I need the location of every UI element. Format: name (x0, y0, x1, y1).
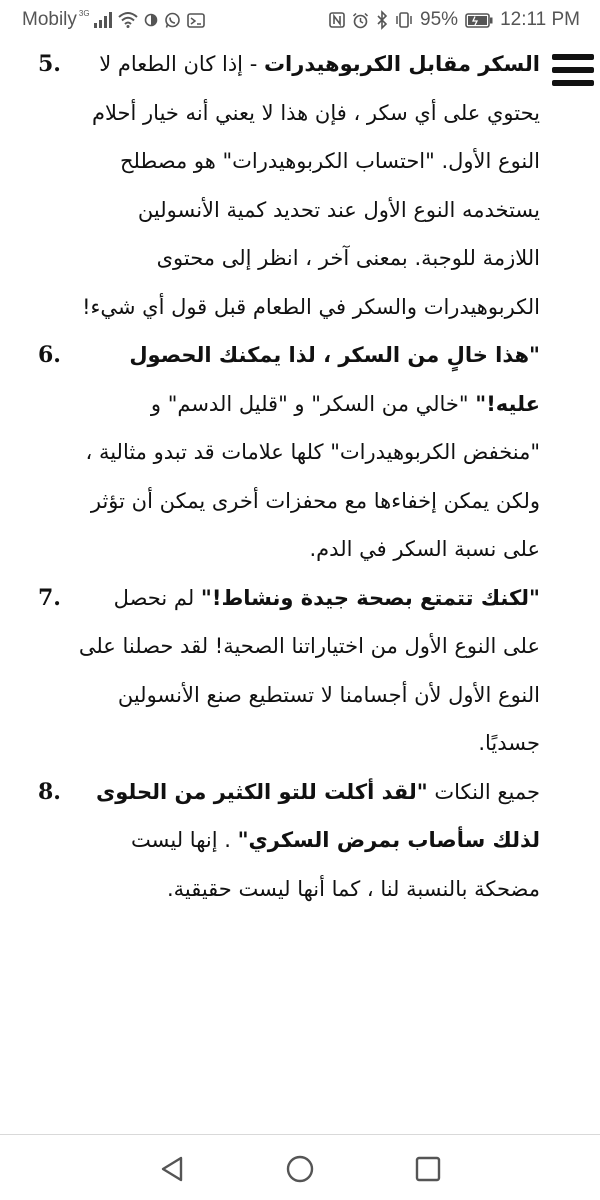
bluetooth-icon (376, 11, 388, 29)
item-number: 5. (38, 51, 61, 77)
nfc-icon (329, 12, 345, 28)
navigation-bar (0, 1134, 600, 1200)
recents-square-icon[interactable] (412, 1153, 444, 1185)
list-item (38, 768, 540, 914)
hamburger-menu-icon[interactable] (548, 46, 596, 94)
home-circle-icon[interactable] (284, 1153, 316, 1185)
whatsapp-icon (164, 12, 181, 29)
battery-icon (465, 13, 493, 28)
back-triangle-icon[interactable] (156, 1153, 188, 1185)
item-body: "خالي من السكر" و "قليل الدسم" و "منخفض الكربوهيدرات" كلها علامات قد تبدو مثالية ، ولكن يمكن إخفاءها مع محفزات أخرى يمكن أن تؤثر على نسبة السكر في الدم. (85, 391, 540, 561)
item-lead: جميع النكات (427, 779, 540, 804)
battery-percent: 95% (420, 9, 459, 30)
status-time: 12:11 PM (500, 9, 580, 30)
vibrate-icon (395, 12, 413, 28)
list-item (38, 574, 540, 768)
notification-icon (187, 13, 205, 28)
status-left (22, 9, 205, 31)
article-content (38, 40, 540, 1132)
alarm-icon (352, 12, 369, 29)
wifi-icon (118, 12, 138, 28)
item-body: لم نحصل على النوع الأول من اختياراتنا الصحية! لقد حصلنا على النوع الأول لأن أجسامنا لا تستطيع صنع الأنسولين جسديًا. (78, 585, 540, 755)
item-body: . إنها ليست مضحكة بالنسبة لنا ، كما أنها ليست حقيقية. (131, 828, 540, 901)
menu-bar-top (552, 54, 594, 60)
list-item (38, 40, 540, 331)
carrier-name: Mobily (22, 9, 77, 30)
item-paragraph (78, 331, 540, 574)
item-heading: "لقد أكلت للتو الكثير من الحلوى لذلك سأصاب بمرض السكري" (96, 779, 540, 852)
item-heading: السكر مقابل الكربوهيدرات (263, 52, 540, 76)
item-paragraph (78, 768, 540, 914)
item-paragraph (78, 574, 540, 768)
item-heading: "هذا خالٍ من السكر ، لذا يمكنك الحصول عليه!" (129, 343, 540, 416)
item-number: 7. (38, 584, 61, 611)
menu-bar-bottom (552, 80, 594, 86)
network-type: 3G (78, 8, 90, 18)
list-item (38, 331, 540, 574)
signal-icon (94, 12, 112, 28)
status-bar (0, 0, 600, 40)
menu-bar-middle (552, 67, 594, 73)
data-saver-icon (144, 13, 158, 27)
item-number: 6. (38, 342, 61, 368)
item-body: - إذا كان الطعام لا يحتوي على أي سكر ، فإن هذا لا يعني أنه خيار أحلام النوع الأول. "احتساب الكربوهيدرات" هو مصطلح يستخدمه النوع الأول عند تحديد كمية الأنسولين اللازمة للوجبة. بمعنى آخر ، انظر إلى محتوى الكربوهيدرات والسكر في الطعام قبل قول أي شيء! (82, 52, 540, 319)
item-heading: "لكنك تتمتع بصحة جيدة ونشاط!" (200, 585, 540, 610)
item-number: 8. (38, 778, 61, 805)
item-paragraph (78, 40, 540, 331)
status-right (329, 9, 580, 31)
